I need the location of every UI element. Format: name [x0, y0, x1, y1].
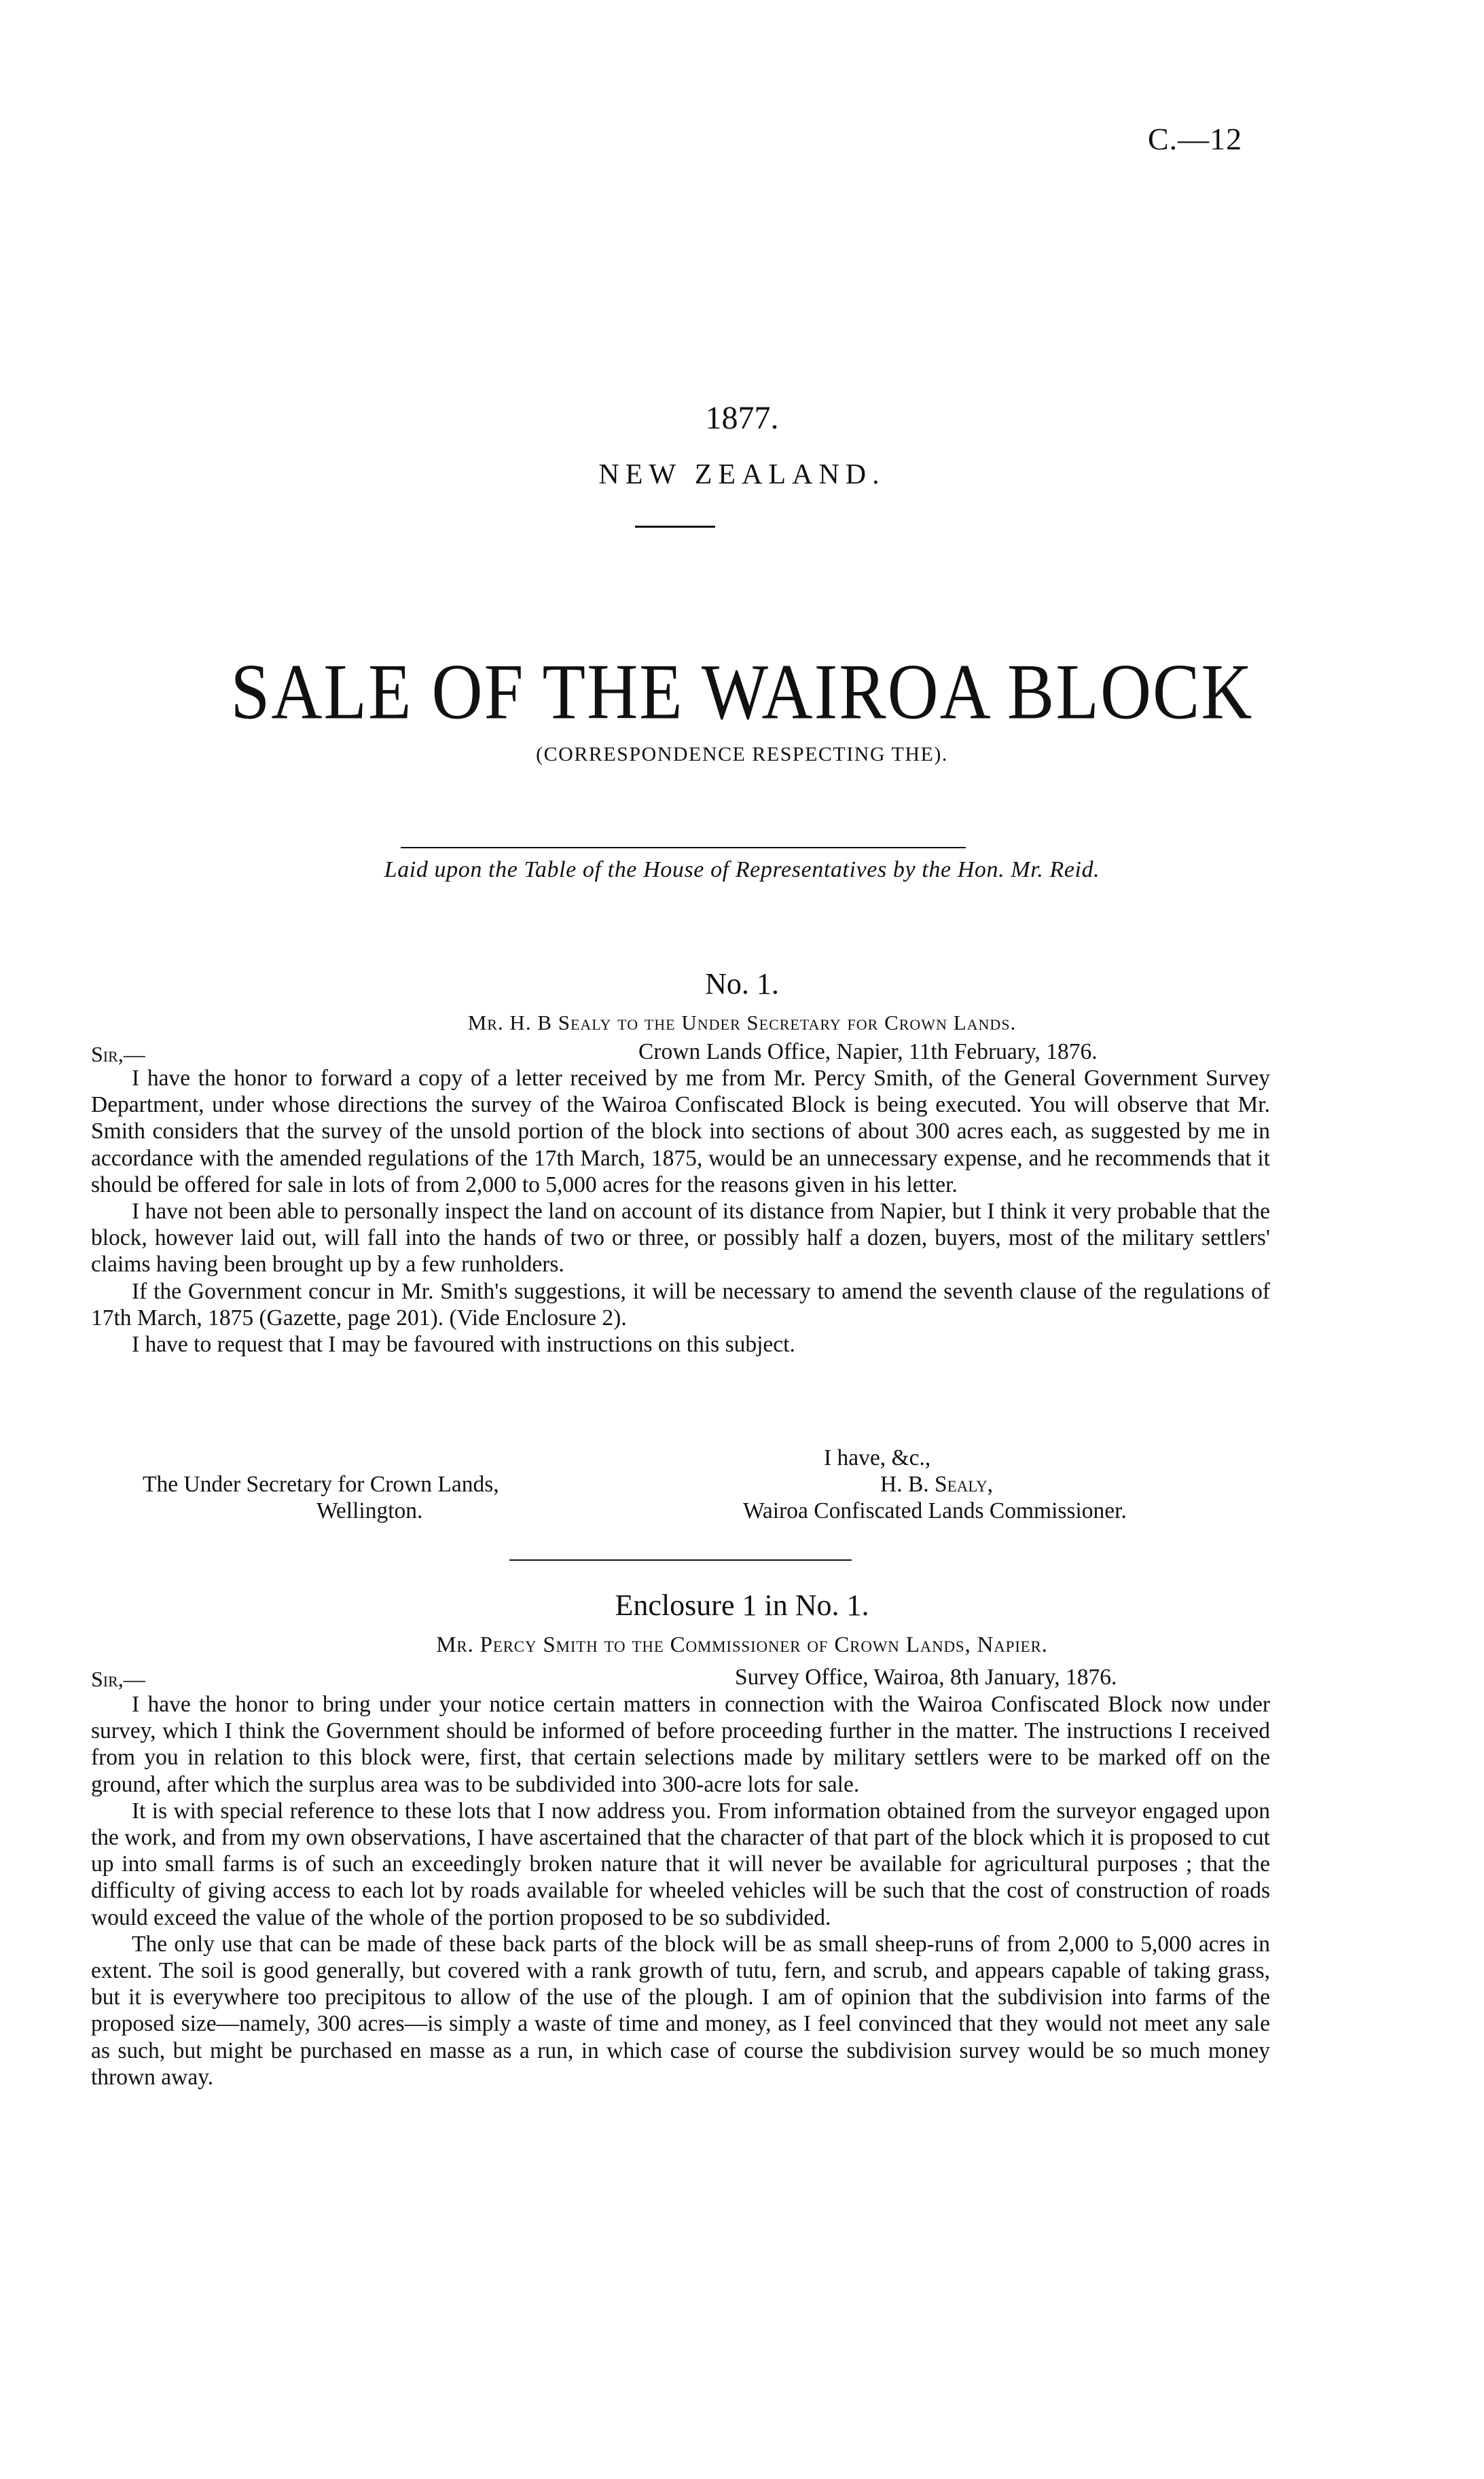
laid-upon-prefix: Laid upon the [384, 857, 524, 882]
addressee-line-1: The Under Secretary for Crown Lands, [143, 1472, 499, 1497]
paragraph: I have not been able to personally inspect the land on account of its distance from Napier, but I think it very probable that the block, however laid out, will fall into the hands of two or three, or possibly half a dozen, buyers, most of the military settlers' claims having been brought up by a few runholders. [91, 1199, 1270, 1278]
letter-from-to: Mr. H. B Sealy to the Under Secretary for Crown Lands. [467, 1011, 1017, 1034]
divider-enclosure [509, 1559, 852, 1561]
salutation: Sir,— [91, 1042, 145, 1066]
laid-upon-line [0, 857, 1484, 883]
paragraph: The only use that can be made of these back parts of the block will be as small sheep-runs of from 2,000 to 5,000 acres in extent. The soil is good generally, but covered with a rank growth of tutu, fern, and scrub, and appears capable of taking grass, but it is everywhere too precipitous to allow of the use of the plough. I am of opinion that the subdivision into farms of the proposed size—namely, 300 acres—is simply a waste of time and money, as I feel convinced that they would not meet any sale as such, but might be purchased en masse as a run, in which case of course the subdivision survey would be so much money thrown away. [91, 1931, 1270, 2090]
enclosure-body [91, 1691, 1270, 2091]
letter-number: No. 1. [705, 967, 779, 1000]
document-subtitle: (CORRESPONDENCE RESPECTING THE). [536, 743, 948, 765]
addressee-line-2: Wellington. [316, 1498, 423, 1523]
paragraph: I have the honor to bring under your notice certain matters in connection with the Wairoa Confiscated Block now under survey, which I think the Government should be informed of before proceeding further in the matter. The instructions I received from you in relation to this block were, first, that certain selections made by military settlers were to be marked off on the ground, after which the surplus area was to be subdivided into 300-acre lots for sale. [91, 1692, 1270, 1797]
letter-body [91, 1065, 1270, 1358]
enclosure-from-to: Mr. Percy Smith to the Commissioner of Crown Lands, Napier. [436, 1633, 1048, 1657]
divider-laid-upon [401, 847, 966, 848]
year: 1877. [705, 400, 779, 436]
signer-name: H. B. Sealy, [880, 1472, 994, 1497]
country-heading: NEW ZEALAND. [598, 459, 886, 490]
divider-short [635, 526, 715, 528]
paragraph: I have to request that I may be favoured with instructions on this subject. [132, 1332, 795, 1358]
enclosure-address: Survey Office, Wairoa, 8th January, 1876. [735, 1665, 1117, 1690]
laid-upon-table: Table of the House of Representatives by the Hon. Mr. Reid. [524, 857, 1100, 882]
enclosure-salutation: Sir,— [91, 1667, 145, 1691]
document-title: SALE OF THE WAIROA BLOCK [230, 648, 1254, 736]
closing: I have, &c., [824, 1445, 931, 1470]
paragraph: I have the honor to forward a copy of a letter received by me from Mr. Percy Smith, of the General Government Survey Department, under whose directions the survey of the Wairoa Confiscated Block is being executed. You will observe that Mr. Smith considers that the survey of the unsold portion of the block into sections of about 300 acres each, as suggested by me in accordance with the amended regulations of the 17th March, 1875, would be an unnecessary expense, and he recommends that it should be offered for sale in lots of from 2,000 to 5,000 acres for the reasons given in his letter. [91, 1066, 1270, 1197]
paragraph: If the Government concur in Mr. Smith's suggestions, it will be necessary to amend the seventh clause of the regulations of 17th March, 1875 (Gazette, page 201). (Vide Enclosure 2). [91, 1278, 1270, 1331]
enclosure-heading: Enclosure 1 in No. 1. [615, 1589, 869, 1622]
letter-address: Crown Lands Office, Napier, 11th February, 1876. [638, 1039, 1098, 1064]
page-code: C.—12 [1148, 122, 1243, 156]
paragraph: It is with special reference to these lots that I now address you. From information obtained from the surveyor engaged upon the work, and from my own observations, I have ascertained that the character of that part of the block which it is proposed to cut up into small farms is of such an exceedingly broken nature that it will never be available for agricultural purposes ; that the difficulty of giving access to each lot by roads available for wheeled vehicles will be such that the cost of construction of roads would exceed the value of the whole of the portion proposed to be so subdivided. [91, 1798, 1270, 1930]
signer-title: Wairoa Confiscated Lands Commissioner. [743, 1498, 1127, 1523]
